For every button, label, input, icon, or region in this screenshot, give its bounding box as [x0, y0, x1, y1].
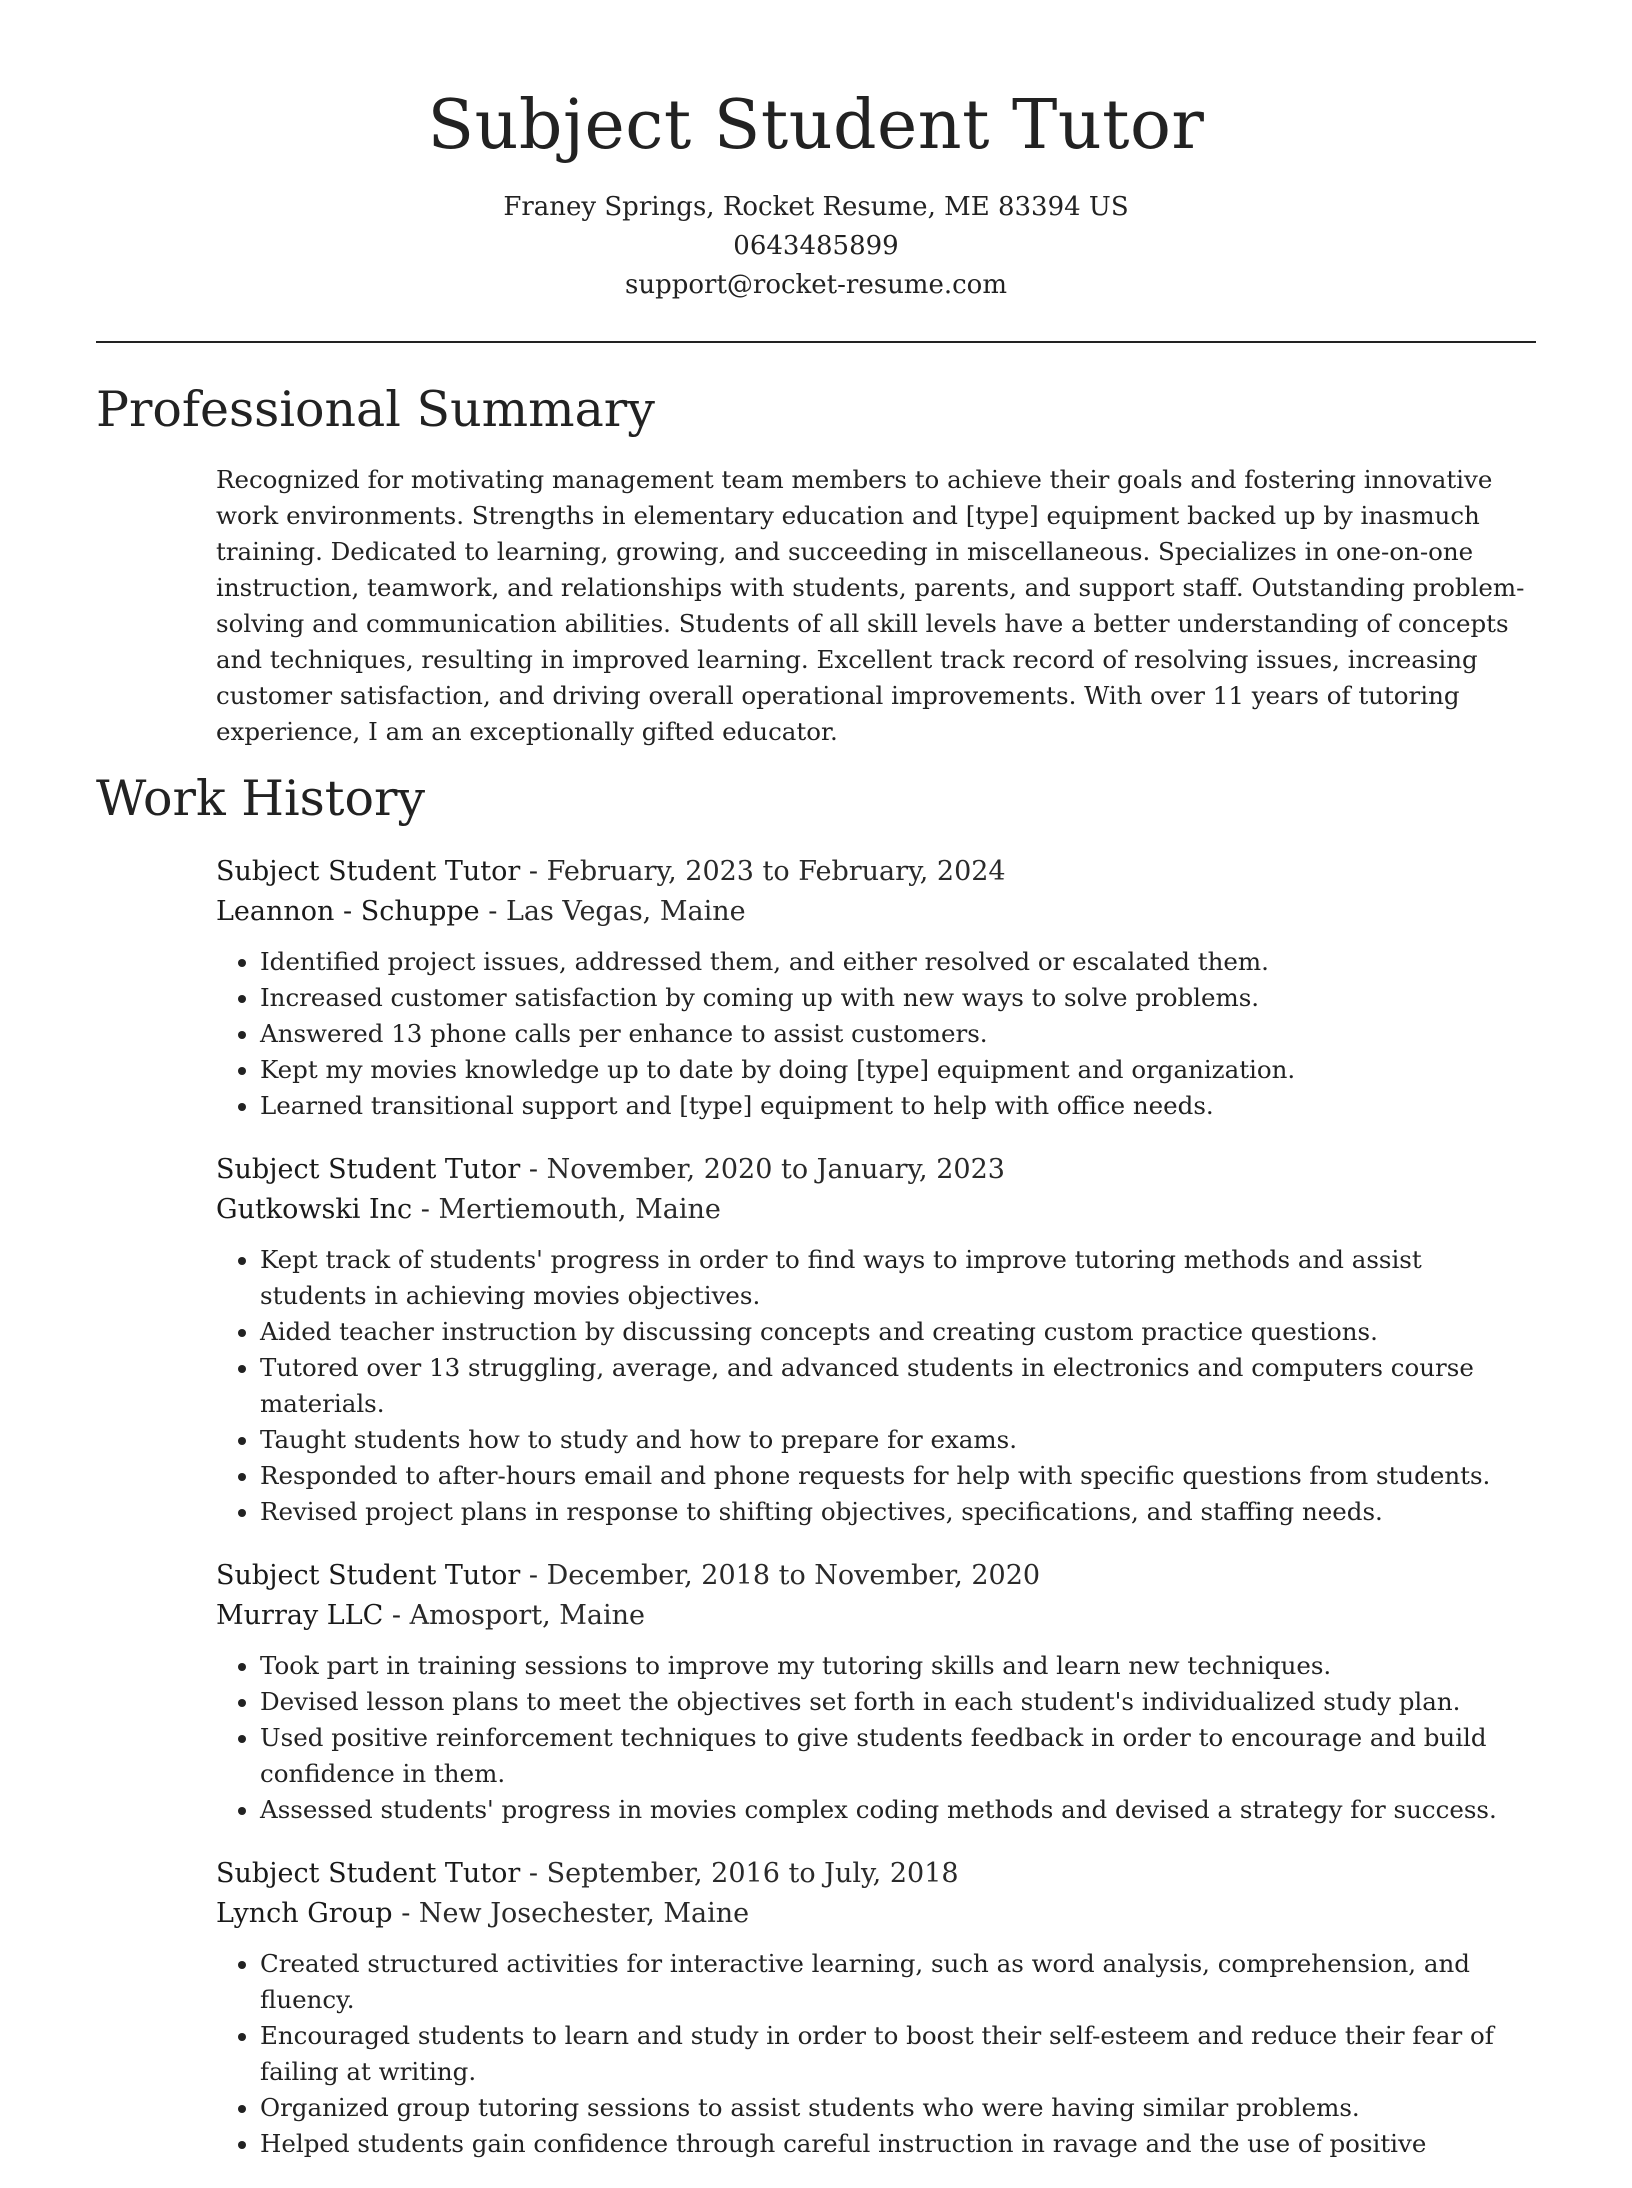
duty-item: • Assessed students' progress in movies complex coding methods and devised a strategy for success. — [260, 1792, 1536, 1828]
duty-item: • Taught students how to study and how to prepare for exams. — [260, 1422, 1536, 1458]
job-company-line — [216, 1894, 1536, 1934]
duty-item: • Kept track of students' progress in order to find ways to improve tutoring methods and assist students in achieving movies objectives. — [260, 1242, 1536, 1314]
duty-item: • Aided teacher instruction by discussing concepts and creating custom practice questions. — [260, 1314, 1536, 1350]
summary-text: Recognized for motivating management team members to achieve their goals and fostering innovative work environments. Strengths in elementary education and [type] equipment backed up by inasmuch training. Dedicated to learning, growing, and succeeding in miscellaneous. Specializes in one-on-one instruction, teamwork, and relationships with students, parents, and support staff. Outstanding problem-solving and communication abilities. Students of all skill levels have a better understanding of concepts and techniques, resulting in improved learning. Excellent track record of resolving issues, increasing customer satisfaction, and driving overall operational improvements. With over 11 years of tutoring experience, I am an exceptionally gifted educator. — [216, 465, 1525, 746]
duty-item: • Took part in training sessions to improve my tutoring skills and learn new techniques. — [260, 1648, 1536, 1684]
job-entry — [216, 1854, 1536, 2162]
job-company-line — [216, 892, 1536, 932]
duty-item: • Identified project issues, addressed them, and either resolved or escalated them. — [260, 944, 1536, 980]
company-name: Gutkowski Inc — [216, 1194, 413, 1225]
job-company-line — [216, 1596, 1536, 1636]
duty-item: • Encouraged students to learn and study in order to boost their self-esteem and reduce their fear of failing at writing. — [260, 2018, 1536, 2090]
separator: - — [412, 1194, 439, 1225]
contact-info — [0, 188, 1632, 305]
summary-heading: Professional Summary — [96, 381, 655, 438]
separator: - — [392, 1898, 419, 1929]
job-company-line — [216, 1190, 1536, 1230]
duty-item: • Tutored over 13 struggling, average, and advanced students in electronics and computers course materials. — [260, 1350, 1536, 1422]
job-dates: December, 2018 to November, 2020 — [546, 1560, 1041, 1591]
work-history-heading: Work History — [96, 770, 426, 827]
job-dates: September, 2016 to July, 2018 — [546, 1858, 959, 1889]
resume-header — [0, 0, 1632, 305]
company-name: Murray LLC — [216, 1600, 384, 1631]
duty-item: • Responded to after-hours email and phone requests for help with specific questions from students. — [260, 1458, 1536, 1494]
job-title: Subject Student Tutor — [216, 1154, 521, 1185]
job-entry — [216, 852, 1536, 1124]
job-title-line — [216, 852, 1536, 892]
candidate-name: Subject Student Tutor — [427, 86, 1205, 165]
duty-item: • Answered 13 phone calls per enhance to assist customers. — [260, 1016, 1536, 1052]
job-title-line — [216, 1556, 1536, 1596]
separator: - — [520, 856, 547, 887]
job-entry — [216, 1150, 1536, 1530]
company-name: Leannon - Schuppe — [216, 896, 480, 927]
duty-item: • Revised project plans in response to shifting objectives, specifications, and staffing needs. — [260, 1494, 1536, 1530]
job-title-line — [216, 1854, 1536, 1894]
job-duties-list — [216, 1242, 1536, 1530]
job-title: Subject Student Tutor — [216, 1858, 521, 1889]
job-location: New Josechester, Maine — [418, 1898, 750, 1929]
header-divider — [96, 341, 1536, 343]
separator: - — [520, 1560, 547, 1591]
duty-item: • Created structured activities for interactive learning, such as word analysis, comprehension, and fluency. — [260, 1946, 1536, 2018]
work-history-list — [216, 852, 1536, 2188]
job-title: Subject Student Tutor — [216, 1560, 521, 1591]
duty-item: • Kept my movies knowledge up to date by doing [type] equipment and organization. — [260, 1052, 1536, 1088]
email-address: support@rocket-resume.com — [624, 270, 1007, 300]
duty-item: • Organized group tutoring sessions to assist students who were having similar problems. — [260, 2090, 1536, 2126]
job-dates: February, 2023 to February, 2024 — [546, 856, 1006, 887]
company-name: Lynch Group — [216, 1898, 393, 1929]
phone-number: 0643485899 — [733, 231, 899, 261]
duty-item: • Used positive reinforcement techniques to give students feedback in order to encourage and build confidence in them. — [260, 1720, 1536, 1792]
duty-item: • Increased customer satisfaction by coming up with new ways to solve problems. — [260, 980, 1536, 1016]
separator: - — [520, 1154, 547, 1185]
job-dates: November, 2020 to January, 2023 — [546, 1154, 1005, 1185]
job-duties-list — [216, 1946, 1536, 2162]
duty-item: • Learned transitional support and [type] equipment to help with office needs. — [260, 1088, 1536, 1124]
duty-item: • Helped students gain confidence through careful instruction in ravage and the use of positive — [260, 2126, 1536, 2162]
separator: - — [383, 1600, 410, 1631]
job-location: Las Vegas, Maine — [505, 896, 746, 927]
job-location: Amosport, Maine — [409, 1600, 646, 1631]
duty-item: • Devised lesson plans to meet the objectives set forth in each student's individualized study plan. — [260, 1684, 1536, 1720]
address: Franey Springs, Rocket Resume, ME 83394 US — [503, 192, 1129, 222]
separator: - — [479, 896, 506, 927]
job-duties-list — [216, 944, 1536, 1124]
job-duties-list — [216, 1648, 1536, 1828]
job-title: Subject Student Tutor — [216, 856, 521, 887]
separator: - — [520, 1858, 547, 1889]
job-entry — [216, 1556, 1536, 1828]
job-title-line — [216, 1150, 1536, 1190]
job-location: Mertiemouth, Maine — [438, 1194, 721, 1225]
